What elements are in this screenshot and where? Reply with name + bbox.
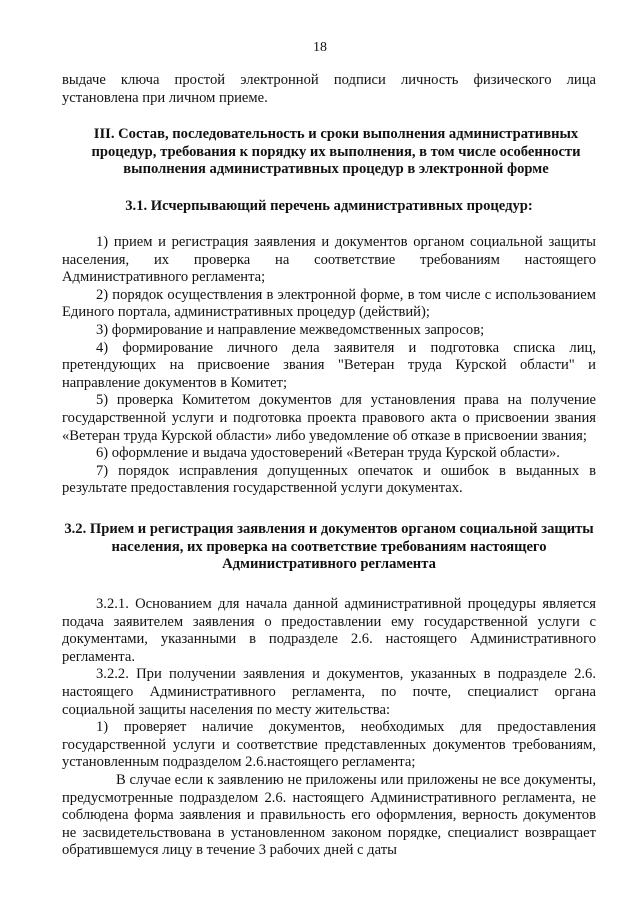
paragraph: 1) проверяет наличие документов, необходимых для предоставления государственной услуги и соответствие представленных документов требованиям, установленным подразделом 2.6.настоящего регламента; (62, 719, 596, 771)
list-item: 3) формирование и направление межведомственных запросов; (96, 321, 485, 338)
list-item: 2) порядок осуществления в электронной форме, в том числе с использованием Единого портала, административных процедур (действий); (62, 286, 596, 321)
section-heading: III. Состав, последовательность и сроки выполнения административных процедур, требования к порядку их выполнения, в том числе особенности выполнения административных процедур в электронной форме (91, 126, 581, 178)
list-item: 7) порядок исправления допущенных опечаток и ошибок в выданных в результате предоставления государственной услуги документах. (62, 462, 596, 497)
body-paragraphs (62, 596, 596, 860)
paragraph: 3.2.2. При получении заявления и документов, указанных в подразделе 2.6. настоящего Административного регламента, по почте, специалист органа социальной защиты населения по месту жительства: (62, 666, 596, 718)
list-item: 6) оформление и выдача удостоверений «Ветеран труда Курской области». (96, 445, 560, 462)
procedure-list (62, 234, 596, 498)
page-number: 18 (313, 40, 327, 55)
subsection-heading-3-2: 3.2. Прием и регистрация заявления и документов органом социальной защиты населения, их проверка на соответствие требованиям настоящего Административного регламента (64, 521, 594, 573)
list-item: 4) формирование личного дела заявителя и подготовка списка лиц, претендующих на присвоение звания "Ветеран труда Курской области" и направление документов в Комитет; (62, 339, 596, 391)
intro-paragraph (62, 72, 596, 107)
list-item: 5) проверка Комитетом документов для установления права на получение государственной услуги и подготовка проекта правового акта о присвоении звания «Ветеран труда Курской области» либо уведомление об отказе в присвоении звания; (62, 392, 596, 444)
paragraph: 3.2.1. Основанием для начала данной административной процедуры является подача заявителем заявления о предоставлении ему государственной услуги с документами, указанными в подразделе 2.6. настоящего Административного регламента. (62, 596, 596, 665)
list-item: 1) прием и регистрация заявления и документов органом социальной защиты населения, их проверка на соответствие требованиям настоящего Административного регламента; (62, 234, 596, 286)
intro-text: выдаче ключа простой электронной подписи личность физического лица установлена при личном приеме. (62, 72, 596, 106)
paragraph: В случае если к заявлению не приложены или приложены не все документы, предусмотренные подразделом 2.6. настоящего Административного регламента, не соблюдена форма заявления и правильность его оформления, верность документов не засвидетельствована в установленном законом порядке, специалист возвращает обратившемуся лицу в течение 3 рабочих дней с даты (62, 771, 596, 859)
subsection-heading-3-1: 3.1. Исчерпывающий перечень административных процедур: (125, 198, 533, 214)
